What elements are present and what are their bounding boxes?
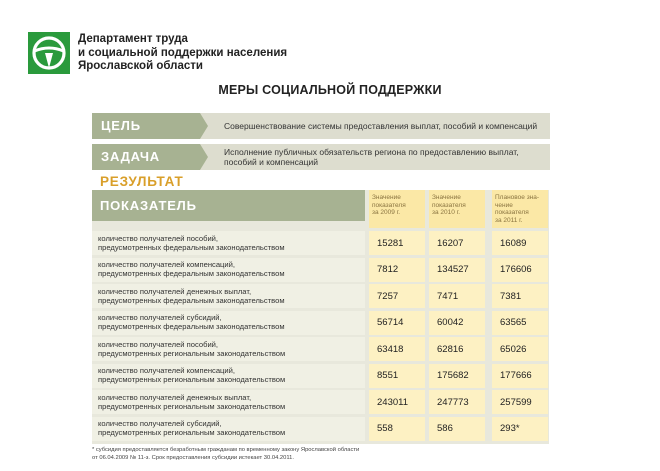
row-label-line: количество получателей денежных выплат, <box>98 392 252 402</box>
row-label-line: предусмотренных федеральным законодательством <box>98 269 285 278</box>
row-label-line: предусмотренных федеральным законодательством <box>98 322 285 331</box>
value-2010: 134527 <box>429 258 485 282</box>
column-header-2009 <box>369 190 425 228</box>
task-text: Исполнение публичных обязательств региона по предоставлению выплат, пособий и компенсаций <box>224 147 519 167</box>
row-label-line: количество получателей пособий, <box>98 339 219 349</box>
org-name-line: Департамент труда <box>78 33 188 45</box>
row-label-line: предусмотренных региональным законодательством <box>98 375 286 384</box>
row-label-line: количество получателей пособий, <box>98 233 219 243</box>
value-2009: 8551 <box>369 364 425 388</box>
column-header-line: показателя <box>372 201 406 209</box>
row-label <box>92 417 365 441</box>
row-label-line: предусмотренных федеральным законодательством <box>98 295 285 305</box>
column-header-2010 <box>429 190 485 228</box>
department-logo <box>28 32 70 74</box>
row-label-line: количество получателей субсидий, <box>98 419 222 428</box>
value-2011: 177666 <box>492 364 548 388</box>
value-2009: 558 <box>369 417 425 441</box>
value-2011: 176606 <box>492 258 548 282</box>
column-header-line: за 2011 г. <box>495 216 523 224</box>
value-2011: 16089 <box>492 231 548 255</box>
value-2010: 60042 <box>429 311 485 335</box>
value-2011: 293* <box>492 417 548 441</box>
row-label-line: предусмотренных региональным законодательством <box>98 428 286 437</box>
value-2010: 62816 <box>429 337 485 361</box>
row-label <box>92 364 365 388</box>
table-row <box>92 390 549 414</box>
table-row <box>92 337 549 361</box>
row-label <box>92 337 365 361</box>
value-2009: 56714 <box>369 311 425 335</box>
row-label <box>92 231 365 255</box>
value-2011: 65026 <box>492 337 548 361</box>
row-label <box>92 390 365 414</box>
indicator-column-header: ПОКАЗАТЕЛЬ <box>92 190 365 221</box>
page-title: МЕРЫ СОЦИАЛЬНОЙ ПОДДЕРЖКИ <box>218 83 442 97</box>
value-2011: 7381 <box>492 284 548 308</box>
table-row <box>92 284 549 308</box>
value-2009: 243011 <box>369 390 425 414</box>
task-row <box>92 144 550 170</box>
footnote-line: от 06.04.2009 № 11-з. Срок предоставления субсидии истекает 30.04.2011. <box>92 454 294 461</box>
row-label <box>92 284 365 308</box>
value-2009: 7257 <box>369 284 425 308</box>
goal-label: ЦЕЛЬ <box>92 113 200 139</box>
row-label-line: предусмотренных региональным законодательством <box>98 348 286 358</box>
value-2009: 63418 <box>369 337 425 361</box>
organization-name <box>78 33 287 74</box>
column-header-2011 <box>492 190 548 228</box>
column-header-line: Значение <box>432 194 461 201</box>
value-2010: 16207 <box>429 231 485 255</box>
table-row <box>92 364 549 388</box>
value-2009: 15281 <box>369 231 425 255</box>
row-label <box>92 258 365 282</box>
value-2010: 586 <box>429 417 485 441</box>
table-row <box>92 417 549 441</box>
row-label-line: предусмотренных федеральным законодательством <box>98 242 285 252</box>
goal-text: Совершенствование системы предоставления выплат, пособий и компенсаций <box>224 121 538 131</box>
row-label-line: предусмотренных региональным законодательством <box>98 401 286 411</box>
table-header <box>92 190 549 228</box>
table-row <box>92 311 549 335</box>
row-label-line: количество получателей субсидий, <box>98 313 222 322</box>
footnote-line: * субсидия предоставляется безработным гражданам по временному закону Ярославской области <box>92 447 360 453</box>
column-header-line: Плановое зна- <box>495 194 540 201</box>
org-name-line: и социальной поддержки населения <box>78 46 288 59</box>
goal-row <box>92 113 550 139</box>
result-label: РЕЗУЛЬТАТ <box>100 174 184 189</box>
row-label-line: количество получателей денежных выплат, <box>98 286 252 296</box>
value-2010: 247773 <box>429 390 485 414</box>
table-row <box>92 231 549 255</box>
value-2011: 257599 <box>492 390 548 414</box>
column-header-line: за 2009 г. <box>372 209 401 216</box>
org-name-line: Ярославской области <box>78 60 203 72</box>
row-label <box>92 311 365 335</box>
column-header-line: Значение <box>372 194 401 201</box>
value-2010: 7471 <box>429 284 485 308</box>
table-row <box>92 258 549 282</box>
row-label-line: количество получателей компенсаций, <box>98 260 235 269</box>
column-header-line: показателя <box>432 201 466 209</box>
column-header-line: за 2010 г. <box>432 209 461 216</box>
value-2011: 63565 <box>492 311 548 335</box>
row-label-line: количество получателей компенсаций, <box>98 366 235 375</box>
value-2009: 7812 <box>369 258 425 282</box>
task-label: ЗАДАЧА <box>92 144 200 170</box>
column-header-line: чение показателя <box>495 201 529 216</box>
footnote <box>92 447 359 462</box>
value-2010: 175682 <box>429 364 485 388</box>
indicators-table <box>92 190 549 444</box>
